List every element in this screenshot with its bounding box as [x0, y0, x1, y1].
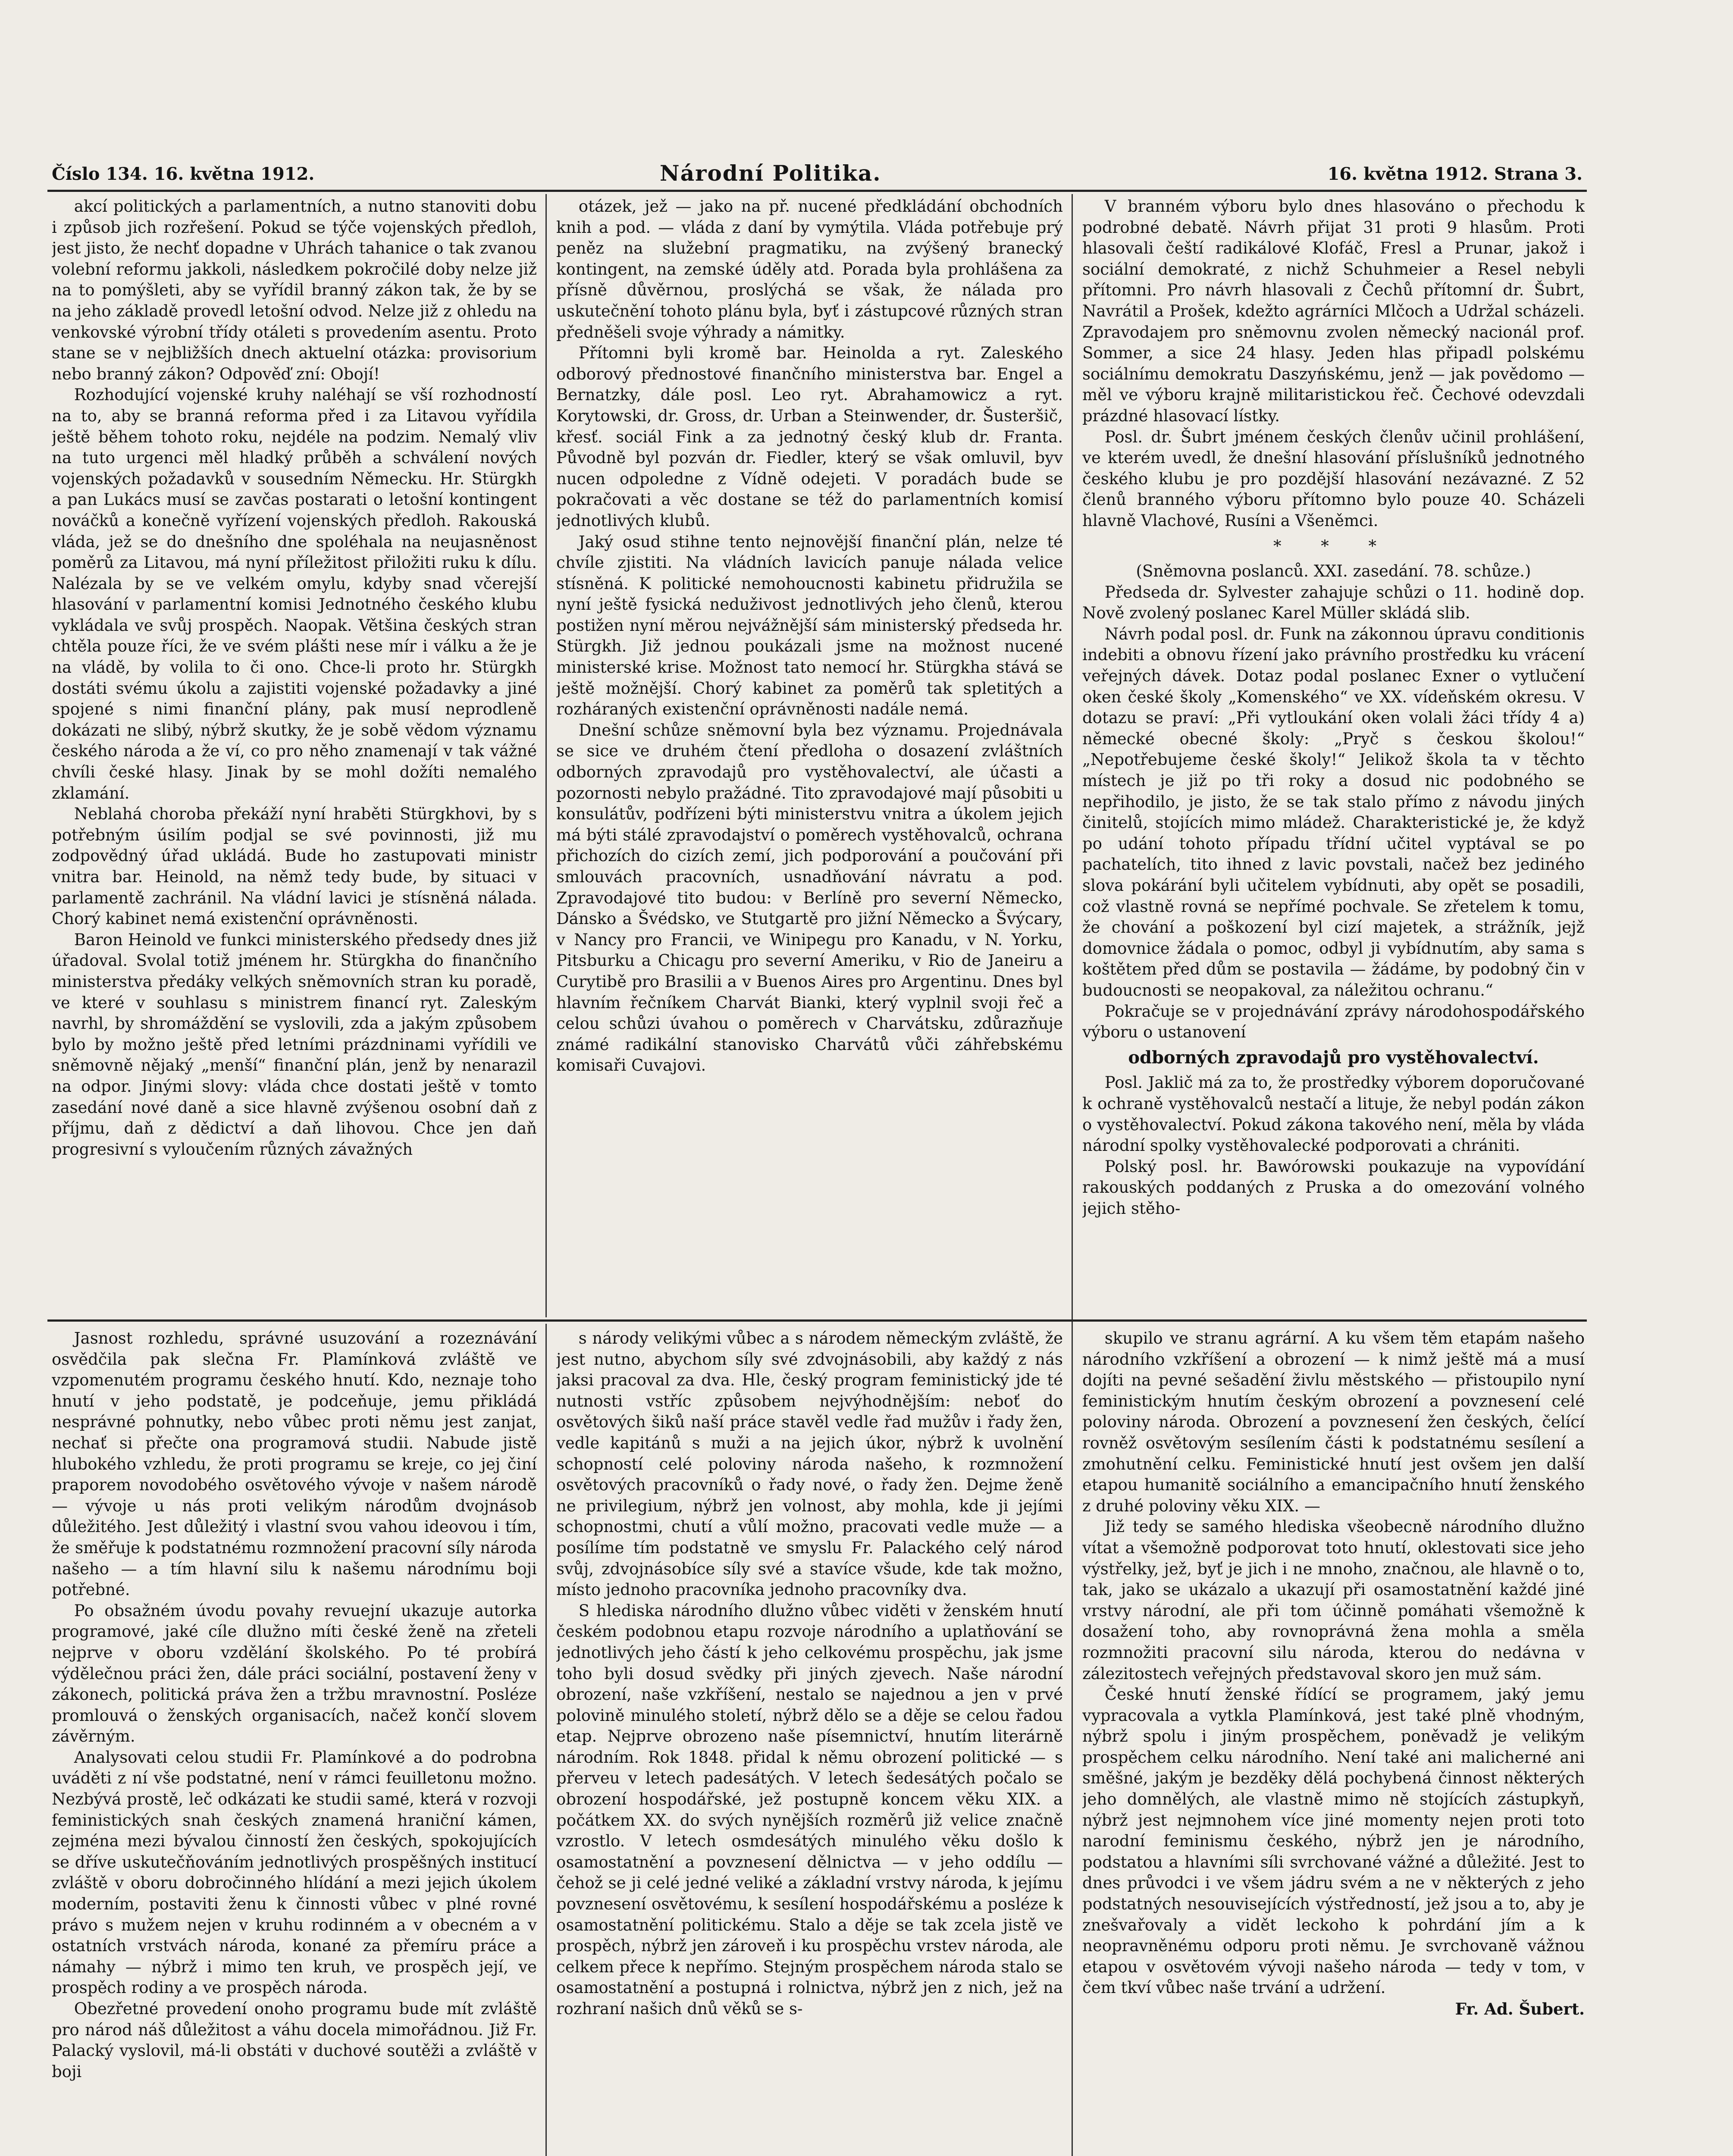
author-signature: Fr. Ad. Šubert. [1455, 1999, 1585, 2018]
paragraph: Polský posl. hr. Bawórowski poukazuje na vypovídání rakouských poddaných z Pruska a do omezování volného jejich stěho- [1082, 1157, 1585, 1218]
paragraph: Návrh podal posl. dr. Funk na zákonnou úpravu conditionis indebiti a obnovu řízení jako právního prostředku ku vrácení veřejných dávek. Dotaz podal poslanec Exner o vytlučení oken české školy „Komenského“ ve XX. vídeňském okresu. V dotazu se praví: „Při vytloukání oken volali žáci třídy 4 a) německé obecné školy: „Pryč s českou školou!“ „Nepotřebujeme české školy!“ Jelikož škola ta v těchto místech je již po tři roky a dosud nic podobného se nepřihodilo, je jisto, že se tak stalo přímo z návodu jiných činitelů, stojících mimo mládež. Charakteristické je, že když po udání tohoto případu třídní učitel vyptával se po pachatelích, tito ihned z lavic povstali, načež bez jediného slova pokárání byli učitelem vybídnuti, aby opět se posadili, což vlastně rovná se nepřímé pochvale. Se zřetelem k tomu, že chování a poškození byl cizí majetek, a strážník, jejž domovnice žádala o pomoc, odbyl ji vybídnutím, aby sama s koštětem před dům se postavila — žádáme, by podobný čin v budoucnosti se neopakoval, za náležitou ochranu.“ [1082, 624, 1585, 1000]
article-column-2 [556, 196, 1063, 1313]
paragraph: Jasnost rozhledu, správné usuzování a rozeznávání osvědčila pak slečna Fr. Plamínková zvláště ve vzpomenutém programu českého hnutí. Kdo, neznaje toho hnutí v jeho podstatě, je podceňuje, jemu přikládá nesprávné pohnutky, nebo vůbec proti němu jest zanjat, nechať si přečte ona programová studii. Nabude jistě hlubokého vzhledu, že proti programu se kreje, co jej činí praporem novodobého osvětového vývoje v našem národě — vývoje u nás proti velikým národům dvojnásob důležitého. Jest důležitý i vlastní svou vahou ideovou i tím, že směřuje k podstatnému rozmnožení pracovní síly národa našeho — a tím hlavní silu k našemu národnímu boji potřebné. [52, 1329, 537, 1599]
paragraph: Obezřetné provedení onoho programu bude mít zvláště pro národ náš důležitost a váhu docela mimořádnou. Již Fr. Palacký vyslovil, má-li obstáti v duchové soutěži a zvláště v boji [52, 1999, 537, 2081]
column-divider [545, 194, 547, 1317]
issue-number-date: Číslo 134. 16. května 1912. [52, 164, 315, 184]
paragraph: Neblahá choroba překáží nyní hraběti Stürgkhovi, by s potřebným úsilím podjal se své povinnosti, již mu zodpovědný úřad ukládá. Bude ho zastupovati ministr vnitra bar. Heinold, na němž tedy bude, by situaci v parlamentě zachránil. Na vládní lavici je stísněná nálada. Chorý kabinet nemá existenční oprávněnosti. [52, 805, 537, 928]
feuilleton-column-2 [556, 1328, 1063, 2156]
paragraph: Baron Heinold ve funkci ministerského předsedy dnes již úřadoval. Svolal totiž jménem hr. Stürgkha do finančního ministerstva předáky velkých sněmovních stran ku poradě, ve které v souhlasu s ministrem financí ryt. Zaleským navrhl, by shromáždění se vyslovili, zda a jakým způsobem bylo by možno ještě před letními prázdninami vyřídili ve sněmovně nějaký „menší“ finanční plán, jenž by nenarazil na odpor. Jinými slovy: vláda chce dostati ještě v tomto zasedání nové daně a sice hlavně zvýšenou osobní daň z příjmu, daň z dědictví a daň lihovou. Chce jen daň progresivní s vyloučením různých závažných [52, 930, 537, 1159]
feuilleton-rule [47, 1319, 1587, 1322]
feuilleton-column-3 [1082, 1328, 1585, 2156]
article-column-1 [52, 196, 537, 1313]
paragraph: s národy velikými vůbec a s národem německým zvláště, že jest nutno, abychom síly své zdvojnásobili, aby každý z nás jaksi pracoval za dva. Hle, český program feministický jde té nutnosti vstříc způsobem nejvýhodnějším: neboť do osvětových šiků naší práce stavěl vedle řad mužův i řady žen, vedle kapitánů s muži a na jejich úkor, nýbrž k uvolnění schopností celé poloviny národa našeho, k rozmnožení osvětových pracovníků o řady nové, o řady žen. Dejme ženě ne privilegium, nýbrž jen volnost, aby mohla, kde ji jejími schopnostmi, chutí a vůlí možno, pracovati vedle muže — a posílíme tím podstatně ve smyslu Fr. Palackého celý národ svůj, zdvojnásobíce síly své a stavíce všude, kde tak možno, místo jednoho pracovníka jednoho pracovníky dva. [556, 1329, 1063, 1599]
column-divider [1072, 194, 1073, 2156]
article-column-3 [1082, 196, 1585, 1313]
section-heading: (Sněmovna poslanců. XXI. zasedání. 78. schůze.) [1136, 562, 1531, 581]
paragraph: Posl. dr. Šubrt jménem českých členův učinil prohlášení, ve kterém uvedl, že dnešní hlasování příslušníků jednotného českého klubu je pro pozdější hlasování nezávazné. Z 52 členů branného výboru přítomno bylo pouze 40. Scházeli hlavně Vlachové, Rusíni a Všeněmci. [1082, 427, 1585, 530]
page-header [47, 160, 1587, 190]
paragraph: Dnešní schůze sněmovní byla bez významu. Projednávala se sice ve druhém čtení předloha o dosazení zvláštních odborných zpravodajů pro vystěhovalectví, ale účasti a pozornosti nebylo pražádné. Tito zpravodajové mají působiti u konsulátův, podřízeni býti ministerstvu vnitra a úkolem jejich má býti stálé zpravodajství o poměrech vystěhovalců, ochrana přichozích do cizích zemí, jich podporování a poučování při smlouvách pracovních, usnadňování návratu a pod. Zpravodajové tito budou: v Berlíně pro severní Německo, Dánsko a Švédsko, ve Stutgartě pro jižní Německo a Švýcary, v Nancy pro Francii, ve Winipegu pro Kanadu, v N. Yorku, Pitsburku a Chicagu pro severní Ameriku, v Rio de Janeiru a Curytibě pro Brasilii a v Buenos Aires pro Argentinu. Dnes byl hlavním řečníkem Charvát Bianki, který vyplnil svoji řeč a celou schůzi úvahou o poměrech v Charvátsku, zdůrazňuje známé radikální stanovisko Charvátů vůči záhřebskému komisaři Cuvajovi. [556, 721, 1063, 1075]
header-rule [47, 190, 1587, 192]
paragraph: otázek, jež — jako na př. nucené předkládání obchodních knih a pod. — vláda z daní by vymýtila. Vláda potřebuje prý peněz na služební pragmatiku, na zvýšený branecký kontingent, na zemské úděly atd. Porada byla prohlášena za přísně důvěrnou, proslýchá se však, že nálada pro uskutečnění tohoto plánu byla, byť i zástupcové různých stran předněšeli svoje výhrady a námitky. [556, 197, 1063, 342]
paragraph: Rozhodující vojenské kruhy naléhají se vší rozhodností na to, aby se branná reforma před i za Litavou vyřídila ještě během tohoto roku, nejdéle na podzim. Nemalý vliv na tuto urgenci měl hladký průběh a schválení nových vojenských požadavků v sousedním Německu. Hr. Stürgkh a pan Lukács musí se zavčas postarati o letošní kontingent nováčků a konečně vyřízení vojenských předloh. Rakouská vláda, jež se do dnešního dne spoléhala na neujasněnost poměrů za Litavou, má nyní příležitost přiložiti ruku k dílu. Nalézala by se ve velkém omylu, kdyby snad včerejší hlasování v parlamentní komisi Jednotného českého klubu vykládala ve svůj prospěch. Naopak. Většina českých stran chtěla pouze říci, že ve svém plášti nese mír i válku a že je na vládě, by volila to či ono. Chce-li proto hr. Stürgkh dostáti svému úkolu a zajistiti vojenské požadavky a jiné spojené s nimi finanční plány, pak musí neprodleně dokázati ne slibý, nýbrž skutky, že je sobě vědom významu českého národa a že ví, co pro něho znamenají v tak vážné chvíli české hlasy. Jinak by se mohl dožíti nemalého zklamání. [52, 385, 537, 802]
paragraph: S hlediska národního dlužno vůbec viděti v ženském hnutí českém podobnou etapu rozvoje národního a uplatňování se jednotlivých jeho částí k jeho celkovému prospěchu, jak jsme toho byli dosud svědky při jiných zjevech. Naše národní obrození, naše vzkříšení, nestalo se najednou a jen v prvé polovině minulého století, nýbrž dělo se a děje se celou řadou etap. Nejprve obrozeno naše písemnictví, hnutím literárně národním. Rok 1848. přidal k němu obrození politické — s přerveu v letech padesátých. V letech šedesátých počalo se obrození hospodářské, jež postupně koncem věku XIX. a počátkem XX. do svých nynějších rozměrů již velice značně vzrostlo. V letech osmdesátých minulého věku došlo k osamostatnění a povznesení dělnictva — v jeho oddílu — čehož se ji celé jedné veliké a základní vrstvy národa, k jejímu povznesení osvětovému, k sesílení hospodářskému a posléze k osamostatnění politickému. Stalo a děje se tak zcela jistě ve prospěch, nýbrž jen zároveň i ku prospěchu vrstev národa, ale celkem přece k nepřímo. Stejným prospěchem národa stalo se osamostatnění a postupná i rolnictva, nýbrž jen z nich, jež na rozhraní našich dnů věků se s- [556, 1601, 1063, 2018]
paragraph: České hnutí ženské řídící se programem, jaký jemu vypracovala a vytkla Plamínková, jest také plně vhodným, nýbrž spolu i jiným prospěchem, poněvadž je velikým prospěchem celku národního. Není také ani malicherné ani směšné, jakým je bezděky dělá pochybená činnost některých jeho domnělých, ale vlastně mimo ně stojících zástupkyň, nýbrž jest nejmnohem více jiné momenty nejen proti toto narodní feminismu českého, nýbrž jen je národního, podstatou a hlavními síli svrchované vážné a důležité. Jest to dnes průvodci i ve všem jádru svém a ne v některých z jeho podstatných nesouvisejících výstředností, jež jsou a to, aby je znešvařovaly a vidět leckoho k pohrdání jím a k neopravněnému odporu proti němu. Je svrchovaně vážnou etapou v osvětovém vývoji našeho národa — tedy v tom, v čem tkví vůbec naše trvání a udržení. [1082, 1685, 1585, 1997]
bold-subheading: odborných zpravodajů pro vystěhovalectví. [1128, 1047, 1539, 1068]
paragraph: Pokračuje se v projednávání zprávy národohospodářského výboru o ustanovení [1082, 1002, 1585, 1042]
column-divider [545, 1324, 547, 2156]
paragraph: Jaký osud stihne tento nejnovější finanční plán, nelze té chvíle zjistiti. Na vládních lavicích panuje nálada velice stísněná. K politické nemohoucnosti kabinetu přidružila se nyní ještě fysická neduživost jednotlivých jeho členů, kterou postižen nyní měrou nejvážnější sám ministerský předseda hr. Stürgkh. Již jednou poukázali jsme na možnost nucené ministerské krise. Možnost tato nemocí hr. Stürgkha stává se ještě možnější. Chorý kabinet za poměrů tak spletitých a rozháraných existenční oprávněnosti nadále nemá. [556, 532, 1063, 719]
paragraph: Posl. Jaklič má za to, že prostředky výborem doporučované k ochraně vystěhovalců nestačí a lituje, že nebyl podán zákon o vystěhovalectví. Pokud zákona takového není, měla by vláda národní spolky vystěhovalecké podporovati a chrániti. [1082, 1073, 1585, 1155]
paragraph: Přítomni byli kromě bar. Heinolda a ryt. Zaleského odborový přednostové finančního ministerstva bar. Engel a Bernatzky, dále posl. Leo ryt. Abrahamowicz a ryt. Korytowski, dr. Gross, dr. Urban a Steinwender, dr. Šusteršič, křesť. sociál Fink a za jednotný český klub dr. Franta. Původně byl pozván dr. Fiedler, který se však omluvil, byv nucen odpoledne z Vídně odejeti. V poradách bude se pokračovati a věc dostane se též do parlamentních komisí jednotlivých klubů. [556, 344, 1063, 530]
paragraph: V branném výboru bylo dnes hlasováno o přechodu k podrobné debatě. Návrh přijat 31 proti 9 hlasům. Proti hlasovali čeští radikálové Klofáč, Fresl a Prunar, jakož i sociální demokraté, z nichž Schuhmeier a Resel nebyli přítomni. Pro návrh hlasovali z Čechů přítomní dr. Šubrt, Navrátil a Prošek, kdežto agrárníci Mlčoch a Udržal scházeli. Zpravodajem pro sněmovnu zvolen německý nacionál prof. Sommer, a sice 24 hlasy. Jeden hlas připadl polskému sociálnímu demokratu Daszyńskému, jenž — jak povědomo — měl ve výboru krajně militaristickou řeč. Čechové odevzdali prázdné hlasovací lístky. [1082, 197, 1585, 425]
paragraph: Po obsažném úvodu povahy revuejní ukazuje autorka programové, jaké cíle dlužno míti české ženě na zřeteli nejprve v oboru vzdělání školského. Po té probírá výdělečnou práci žen, dále práci sociální, postavení ženy v zákonech, politická práva žen a tržbu mravnostní. Posléze promlouvá o ženských organisacích, načež končí slovem závěrným. [52, 1601, 537, 1746]
paragraph: Již tedy se samého hlediska všeobecně národního dlužno vítat a všemožně podporovat toto hnutí, oklestovati sice jeho výstřelky, jež, byť je jich i ne mnoho, značnou, ale hlavně o to, tak, jako se ukázalo a ukazují při osamostatnění každé jiné vrstvy národní, ale při tom účinně pomáhati všemožně k dosažení toho, aby rovnoprávná žena mohla a směla rozmnožiti pracovní silu národa, kterou do nedávna v zálezitostech veřejných představoval skoro jen muž sám. [1082, 1517, 1585, 1683]
newspaper-title: Národní Politika. [660, 160, 881, 186]
paragraph: skupilo ve stranu agrární. A ku všem těm etapám našeho národního vzkříšení a obrození — k nimž ještě má a musí dojíti na pevné sešadění živlu městského — přistoupilo nyní feministickým hnutím českým obrození a povznesení celé poloviny národa. Obrození a povznesení žen českých, čelící rovněž osvětovým sesílením části k podstatnému sesílení a zmohutnění celku. Feministické hnutí jest ovšem jen další etapou humanitě sociálního a emancipačního hnutí ženského z druhé poloviny věku XIX. — [1082, 1329, 1585, 1515]
page-number-date: 16. května 1912. Strana 3. [1327, 164, 1583, 184]
section-divider-stars: * * * [1273, 536, 1394, 555]
feuilleton-column-1 [52, 1328, 537, 2156]
newspaper-page [47, 160, 1587, 2156]
paragraph: Předseda dr. Sylvester zahajuje schůzi o 11. hodině dop. Nově zvolený poslanec Karel Müller skládá slib. [1082, 583, 1585, 623]
paragraph: Analysovati celou studii Fr. Plamínkové a do podrobna uváděti z ní vše podstatné, není v rámci feuilletonu možno. Nezbývá prostě, leč odkázati ke studii samé, která v rozvoji feministických snah českých znamená hraniční kámen, zejména mezi bývalou činností žen českých, spokojujících se dříve uskutečňováním jednotlivých prospěšných institucí zvláště v oboru dobročinného hlídání a mezi jejich úkolem moderním, postaviti ženu k činnosti vůbec v plné rovné právo s mužem nejen v kruhu rodinném a v obecném a v ostatních vrstvách národa, konané za přemíru práce a námahy — nýbrž i mimo ten kruh, ve prospěch její, ve prospěch rodiny a ve prospěch národa. [52, 1748, 537, 1997]
paragraph: akcí politických a parlamentních, a nutno stanoviti dobu i způsob jich rozřešení. Pokud se týče vojenských předloh, jest jisto, že nechť dopadne v Uhrách tahanice o tak zvanou volební reformu jakkoli, následkem pokročilé doby nelze již na to pomýšleti, aby se vyřídil branný zákon tak, že by se na jeho základě provedl letošní odvod. Nelze již z ohledu na venkovské výrobní třídy otáleti s provedením asentu. Proto stane se v nejbližších dnech aktuelní otázka: provisorium nebo branný zákon? Odpověď zní: Obojí! [52, 197, 537, 383]
